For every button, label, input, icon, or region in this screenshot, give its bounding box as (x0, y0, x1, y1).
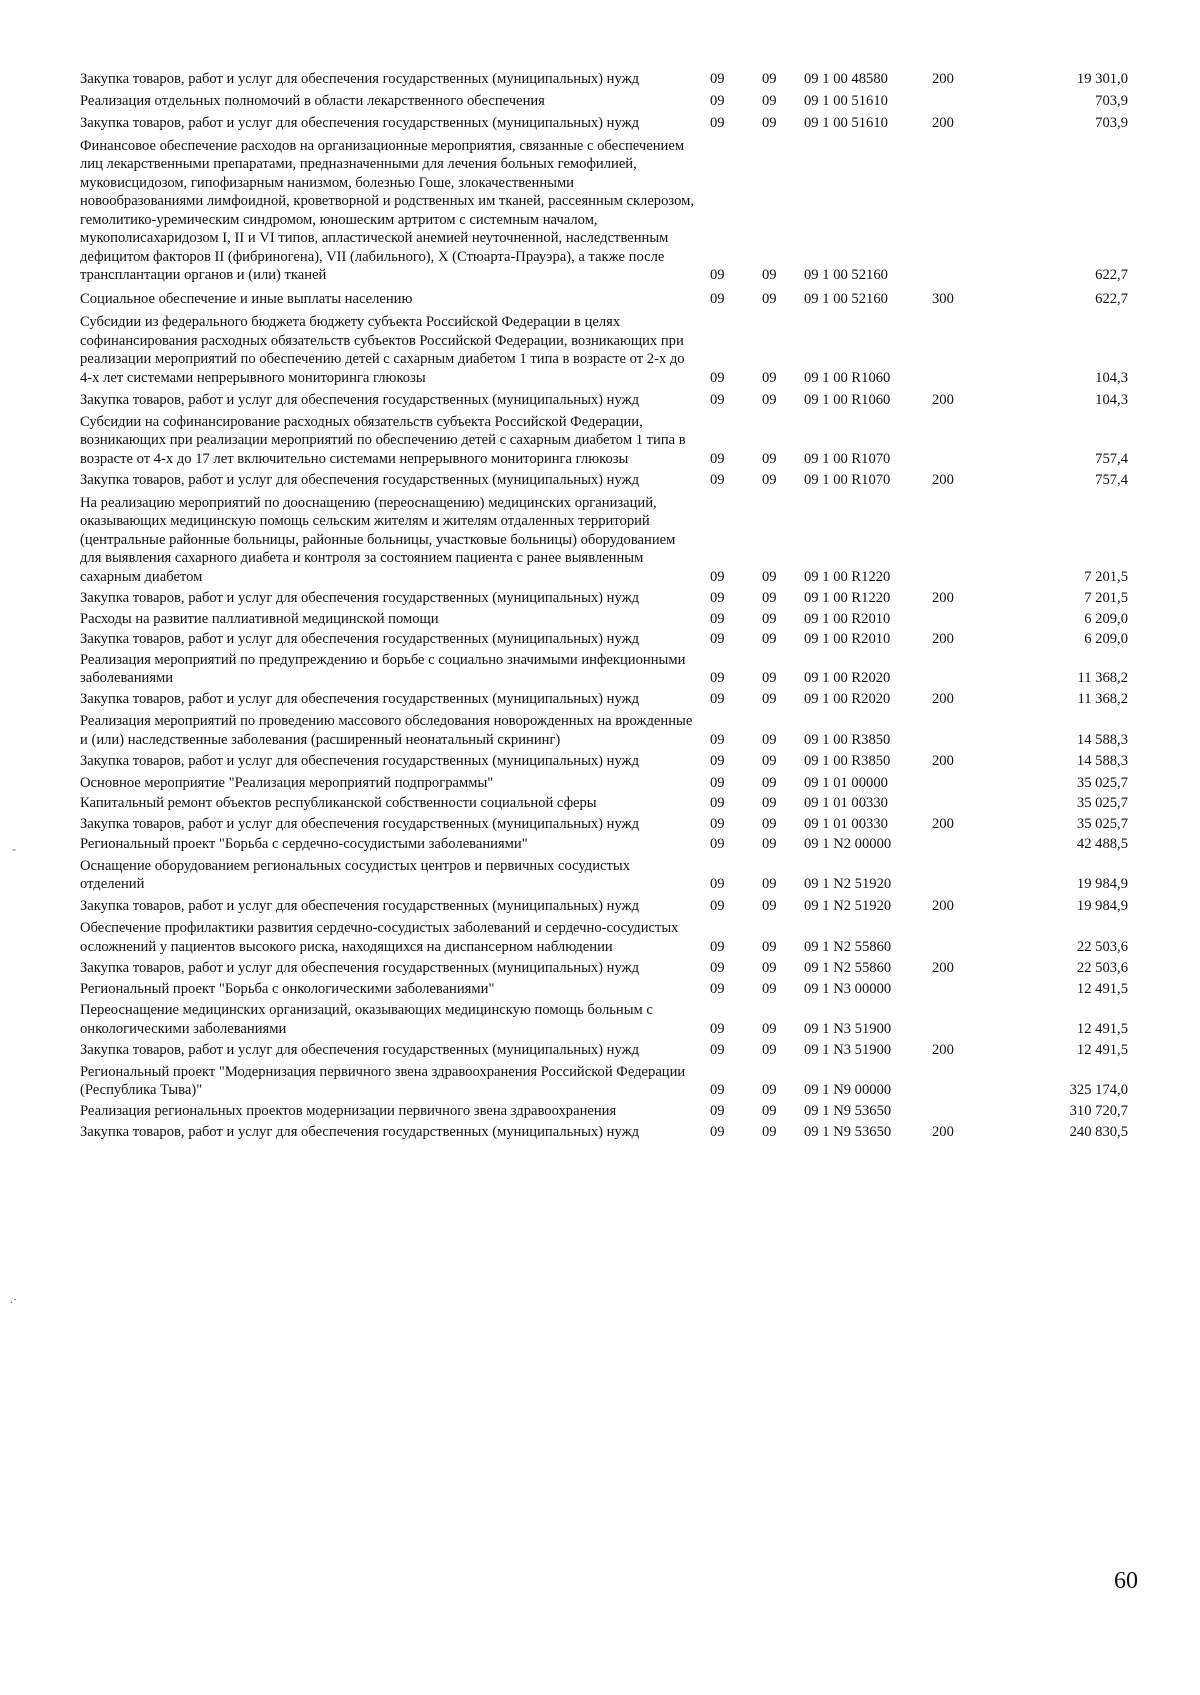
row-expense-type: 200 (932, 631, 954, 647)
row-section: 09 (710, 1102, 725, 1119)
row-subsection: 09 (762, 369, 777, 386)
row-amount: 6 209,0 (1084, 631, 1128, 647)
row-amount: 42 488,5 (1076, 836, 1128, 852)
row-section: 09 (710, 392, 725, 408)
row-expense-type: 200 (932, 897, 954, 914)
row-section: 09 (710, 836, 725, 852)
row-name: Реализация отдельных полномочий в области лекарственного обеспечения (80, 92, 545, 109)
row-name: Закупка товаров, работ и услуг для обеспечения государственных (муниципальных) нужд (80, 590, 640, 606)
row-target-article: 09 1 00 R3850 (804, 731, 891, 748)
row-target-article: 09 1 00 R2020 (804, 670, 891, 686)
row-amount: 19 301,0 (1076, 71, 1128, 87)
row-amount: 22 503,6 (1076, 960, 1128, 976)
scan-speck: .· (10, 1292, 17, 1306)
table-row (80, 774, 1130, 793)
row-name: Капитальный ремонт объектов республиканской собственности социальной сферы (80, 795, 597, 811)
row-section: 09 (710, 71, 725, 87)
row-expense-type: 200 (932, 472, 954, 488)
table-row (80, 752, 1130, 771)
row-target-article: 09 1 N3 51900 (804, 1020, 892, 1037)
row-subsection: 09 (762, 267, 777, 283)
row-expense-type: 200 (932, 753, 954, 769)
row-expense-type: 200 (932, 960, 954, 976)
row-target-article: 09 1 N3 00000 (804, 980, 892, 997)
row-subsection: 09 (762, 670, 777, 686)
row-subsection: 09 (762, 731, 777, 748)
table-row (80, 1041, 1130, 1060)
row-target-article: 09 1 N2 55860 (804, 938, 892, 955)
table-row (80, 857, 1130, 894)
row-amount: 622,7 (1095, 267, 1128, 283)
row-section: 09 (710, 115, 725, 131)
row-subsection: 09 (762, 1082, 777, 1098)
row-amount: 310 720,7 (1069, 1102, 1128, 1119)
table-row (80, 794, 1130, 813)
table-row (80, 690, 1130, 709)
row-section: 09 (710, 1042, 725, 1058)
row-amount: 104,3 (1095, 369, 1128, 386)
row-section: 09 (710, 267, 725, 283)
row-subsection: 09 (762, 795, 777, 811)
row-section: 09 (710, 980, 725, 997)
row-subsection: 09 (762, 392, 777, 408)
row-expense-type: 300 (932, 290, 954, 307)
row-name: Оснащение оборудованием региональных сосудистых центров и первичных сосудистых отделений (80, 857, 630, 892)
row-section: 09 (710, 1020, 725, 1037)
row-expense-type: 200 (932, 1042, 954, 1058)
scan-speck: - (12, 842, 16, 856)
row-section: 09 (710, 631, 725, 647)
table-row (80, 290, 1130, 309)
row-amount: 19 984,9 (1076, 897, 1128, 914)
row-name: Закупка товаров, работ и услуг для обеспечения государственных (муниципальных) нужд (80, 690, 640, 707)
table-row (80, 313, 1130, 387)
row-subsection: 09 (762, 568, 777, 585)
row-subsection: 09 (762, 960, 777, 976)
row-expense-type: 200 (932, 392, 954, 408)
row-target-article: 09 1 N2 51920 (804, 897, 892, 914)
table-row (80, 1123, 1130, 1142)
row-name: Реализация мероприятий по проведению массового обследования новорожденных на врожденные и (или) наследственные заболевания (расширенный неонатальный скрининг) (80, 713, 693, 748)
table-row (80, 630, 1130, 649)
row-target-article: 09 1 01 00330 (804, 795, 888, 811)
row-section: 09 (710, 731, 725, 748)
row-target-article: 09 1 00 51610 (804, 115, 888, 131)
row-subsection: 09 (762, 876, 777, 892)
row-section: 09 (710, 568, 725, 585)
row-section: 09 (710, 290, 725, 307)
row-target-article: 09 1 01 00000 (804, 774, 888, 791)
row-name: Закупка товаров, работ и услуг для обеспечения государственных (муниципальных) нужд (80, 1042, 640, 1058)
table-row (80, 114, 1130, 133)
row-target-article: 09 1 00 R3850 (804, 753, 891, 769)
row-amount: 104,3 (1095, 392, 1128, 408)
row-subsection: 09 (762, 1042, 777, 1058)
row-name: Закупка товаров, работ и услуг для обеспечения государственных (муниципальных) нужд (80, 1124, 640, 1140)
row-name: Финансовое обеспечение расходов на организационные мероприятия, связанные с обеспечением лиц лекарственными препаратами, предназначенными для лечения больных гемофилией, муковисцидозом, гипофизарным нанизмом, болезнью Гоше, злокачественными новообразованиями лимфоидной, кроветворной и родственных им тканей, рассеянным склерозом, гемолитико-уремическим синдромом, юношеским артритом с системным началом, мукополисахаридозом I, II и VI типов, апластической анемией неуточненной, наследственным дефицитом факторов II (фибриногена), VII (лабильного), X (Стюарта-Прауэра), а также после трансплантации органов и (или) тканей (80, 137, 694, 283)
row-subsection: 09 (762, 290, 777, 307)
row-name: Закупка товаров, работ и услуг для обеспечения государственных (муниципальных) нужд (80, 472, 640, 488)
table-row (80, 980, 1130, 999)
table-row (80, 1001, 1130, 1038)
budget-table (80, 70, 1130, 1142)
row-target-article: 09 1 01 00330 (804, 815, 888, 832)
row-target-article: 09 1 N2 00000 (804, 836, 892, 852)
row-amount: 11 368,2 (1077, 690, 1128, 707)
row-name: Реализация мероприятий по предупреждению и борьбе с социально значимыми инфекционными заболеваниями (80, 651, 686, 686)
row-amount: 7 201,5 (1084, 568, 1128, 585)
row-amount: 35 025,7 (1076, 815, 1128, 832)
row-name: Закупка товаров, работ и услуг для обеспечения государственных (муниципальных) нужд (80, 815, 640, 832)
row-name: Региональный проект "Модернизация первичного звена здравоохранения Российской Федерации (Республика Тыва)" (80, 1063, 686, 1098)
row-expense-type: 200 (932, 115, 954, 131)
row-amount: 325 174,0 (1069, 1082, 1128, 1098)
row-section: 09 (710, 1082, 725, 1098)
row-target-article: 09 1 N3 51900 (804, 1042, 892, 1058)
row-amount: 14 588,3 (1076, 753, 1128, 769)
row-name: Переоснащение медицинских организаций, оказывающих медицинскую помощь больным с онкологическими заболеваниями (80, 1002, 653, 1037)
row-name: Региональный проект "Борьба с сердечно-сосудистыми заболеваниями" (80, 836, 528, 852)
row-section: 09 (710, 795, 725, 811)
row-name: Закупка товаров, работ и услуг для обеспечения государственных (муниципальных) нужд (80, 897, 640, 914)
row-amount: 703,9 (1095, 92, 1128, 109)
row-target-article: 09 1 N9 00000 (804, 1082, 892, 1098)
row-expense-type: 200 (932, 815, 954, 832)
table-row (80, 815, 1130, 834)
row-name: Субсидии на софинансирование расходных обязательств субъекта Российской Федерации, возникающих при реализации мероприятий по обеспечению детей с сахарным диабетом 1 типа в возрасте от 4-х до 17 лет включительно системами непрерывного мониторинга глюкозы (80, 413, 686, 467)
row-subsection: 09 (762, 631, 777, 647)
table-row (80, 959, 1130, 978)
row-amount: 703,9 (1095, 115, 1128, 131)
row-section: 09 (710, 753, 725, 769)
row-target-article: 09 1 00 R1070 (804, 450, 891, 467)
row-amount: 35 025,7 (1076, 774, 1128, 791)
row-target-article: 09 1 N2 51920 (804, 876, 892, 892)
row-target-article: 09 1 00 R2010 (804, 610, 891, 627)
row-amount: 12 491,5 (1076, 1020, 1128, 1037)
row-section: 09 (710, 670, 725, 686)
row-target-article: 09 1 00 R1060 (804, 369, 891, 386)
row-target-article: 09 1 N2 55860 (804, 960, 892, 976)
table-row (80, 391, 1130, 410)
row-section: 09 (710, 590, 725, 606)
row-amount: 35 025,7 (1076, 795, 1128, 811)
row-expense-type: 200 (932, 590, 954, 606)
row-target-article: 09 1 00 R2010 (804, 631, 891, 647)
table-row (80, 651, 1130, 688)
page-number: 60 (1114, 1568, 1138, 1594)
row-subsection: 09 (762, 115, 777, 131)
row-subsection: 09 (762, 450, 777, 467)
row-expense-type: 200 (932, 690, 954, 707)
row-amount: 14 588,3 (1076, 731, 1128, 748)
row-amount: 12 491,5 (1076, 1042, 1128, 1058)
row-name: Расходы на развитие паллиативной медицинской помощи (80, 610, 439, 627)
row-section: 09 (710, 610, 725, 627)
row-section: 09 (710, 1124, 725, 1140)
row-amount: 11 368,2 (1077, 670, 1128, 686)
table-row (80, 897, 1130, 916)
row-amount: 757,4 (1095, 472, 1128, 488)
row-section: 09 (710, 897, 725, 914)
row-target-article: 09 1 00 R2020 (804, 690, 891, 707)
table-row (80, 712, 1130, 749)
table-row (80, 610, 1130, 629)
row-subsection: 09 (762, 774, 777, 791)
row-subsection: 09 (762, 92, 777, 109)
row-amount: 6 209,0 (1084, 610, 1128, 627)
row-section: 09 (710, 472, 725, 488)
table-row (80, 494, 1130, 587)
row-target-article: 09 1 00 52160 (804, 267, 888, 283)
row-target-article: 09 1 00 R1220 (804, 590, 891, 606)
row-name: Обеспечение профилактики развития сердечно-сосудистых заболеваний и сердечно-сосудистых осложнений у пациентов высокого риска, находящихся на диспансерном наблюдении (80, 920, 679, 955)
row-name: Закупка товаров, работ и услуг для обеспечения государственных (муниципальных) нужд (80, 71, 640, 87)
row-amount: 757,4 (1095, 450, 1128, 467)
row-amount: 19 984,9 (1076, 876, 1128, 892)
row-subsection: 09 (762, 1020, 777, 1037)
table-row (80, 1063, 1130, 1100)
row-subsection: 09 (762, 836, 777, 852)
row-subsection: 09 (762, 610, 777, 627)
row-name: Субсидии из федерального бюджета бюджету субъекта Российской Федерации в целях софинансирования расходных обязательств субъектов Российской Федерации, возникающих при реализации мероприятий по обеспечению детей с сахарным диабетом 1 типа в возрасте от 2-х до 4-х лет системами непрерывного мониторинга глюкозы (80, 314, 685, 386)
row-subsection: 09 (762, 753, 777, 769)
row-amount: 12 491,5 (1076, 980, 1128, 997)
row-amount: 622,7 (1095, 290, 1128, 307)
row-target-article: 09 1 N9 53650 (804, 1124, 892, 1140)
row-subsection: 09 (762, 690, 777, 707)
row-expense-type: 200 (932, 1124, 954, 1140)
row-target-article: 09 1 00 52160 (804, 290, 888, 307)
row-section: 09 (710, 815, 725, 832)
table-row (80, 589, 1130, 608)
row-name: Закупка товаров, работ и услуг для обеспечения государственных (муниципальных) нужд (80, 392, 640, 408)
row-target-article: 09 1 00 R1060 (804, 392, 891, 408)
row-name: Закупка товаров, работ и услуг для обеспечения государственных (муниципальных) нужд (80, 753, 640, 769)
table-row (80, 70, 1130, 89)
row-subsection: 09 (762, 980, 777, 997)
row-expense-type: 200 (932, 71, 954, 87)
row-target-article: 09 1 N9 53650 (804, 1102, 892, 1119)
row-subsection: 09 (762, 815, 777, 832)
row-target-article: 09 1 00 R1070 (804, 472, 891, 488)
row-section: 09 (710, 938, 725, 955)
row-amount: 22 503,6 (1076, 938, 1128, 955)
row-section: 09 (710, 960, 725, 976)
row-amount: 240 830,5 (1069, 1124, 1128, 1140)
row-section: 09 (710, 450, 725, 467)
table-row (80, 413, 1130, 469)
row-name: Закупка товаров, работ и услуг для обеспечения государственных (муниципальных) нужд (80, 115, 640, 131)
row-name: Основное мероприятие "Реализация мероприятий подпрограммы" (80, 774, 494, 791)
row-section: 09 (710, 369, 725, 386)
row-target-article: 09 1 00 51610 (804, 92, 888, 109)
row-section: 09 (710, 690, 725, 707)
table-row (80, 919, 1130, 956)
row-target-article: 09 1 00 48580 (804, 71, 888, 87)
row-name: Реализация региональных проектов модернизации первичного звена здравоохранения (80, 1102, 617, 1119)
row-subsection: 09 (762, 590, 777, 606)
row-name: Социальное обеспечение и иные выплаты населению (80, 290, 413, 307)
row-subsection: 09 (762, 897, 777, 914)
table-row (80, 92, 1130, 111)
row-subsection: 09 (762, 1124, 777, 1140)
row-target-article: 09 1 00 R1220 (804, 568, 891, 585)
row-subsection: 09 (762, 938, 777, 955)
table-row (80, 471, 1130, 490)
row-section: 09 (710, 876, 725, 892)
row-name: На реализацию мероприятий по дооснащению (переоснащению) медицинских организаций, оказывающих медицинскую помощь сельским жителям и жителям отдаленных территорий (центральные районные больницы, районные больницы, участковые больницы) оборудованием для выявления сахарного диабета и контроля за состоянием пациента с ранее выявленным сахарным диабетом (80, 494, 676, 585)
row-subsection: 09 (762, 1102, 777, 1119)
row-name: Региональный проект "Борьба с онкологическими заболеваниями" (80, 980, 495, 997)
row-section: 09 (710, 92, 725, 109)
row-subsection: 09 (762, 472, 777, 488)
table-row (80, 137, 1130, 285)
row-subsection: 09 (762, 71, 777, 87)
table-row (80, 835, 1130, 854)
table-row (80, 1102, 1130, 1121)
row-section: 09 (710, 774, 725, 791)
row-amount: 7 201,5 (1084, 590, 1128, 606)
row-name: Закупка товаров, работ и услуг для обеспечения государственных (муниципальных) нужд (80, 960, 640, 976)
row-name: Закупка товаров, работ и услуг для обеспечения государственных (муниципальных) нужд (80, 631, 640, 647)
